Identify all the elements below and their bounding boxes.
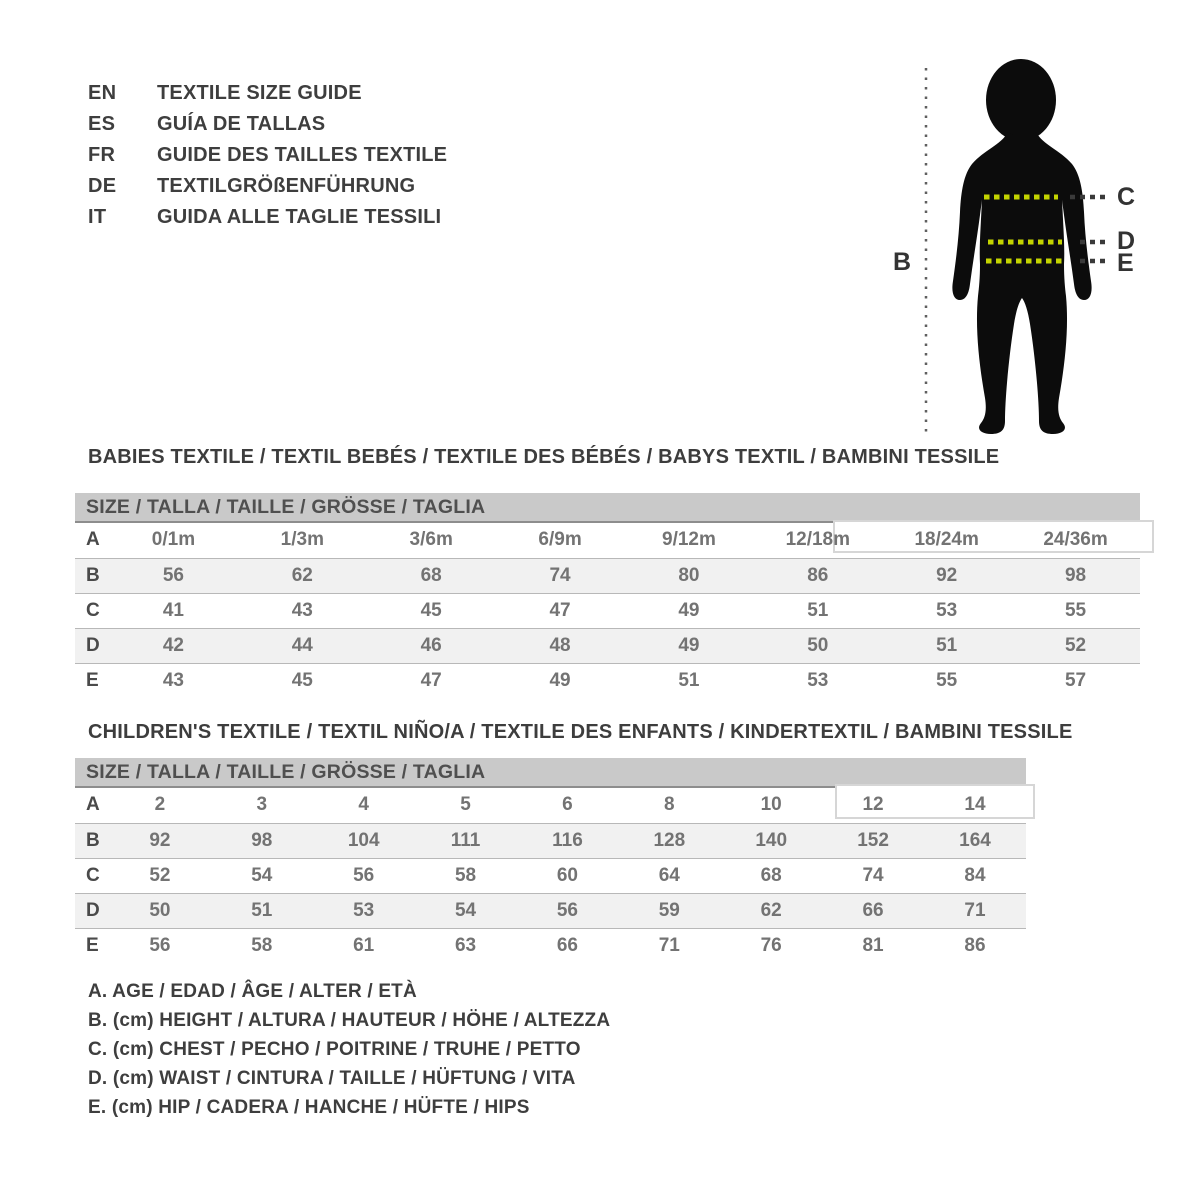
size-cell: 98 <box>1064 564 1087 586</box>
table-row <box>75 928 1026 963</box>
row-label: C <box>86 864 100 886</box>
size-cell: 62 <box>291 564 313 586</box>
legend-item-hip: E. (cm) HIP / CADERA / HANCHE / HÜFTE / HIPS <box>88 1097 530 1118</box>
child-silhouette-figure <box>860 48 1160 448</box>
size-cell: 56 <box>353 864 375 886</box>
size-cell: 84 <box>964 864 986 886</box>
size-cell: 9/12m <box>662 529 716 551</box>
size-cell: 18/24m <box>914 529 979 551</box>
size-cell: 111 <box>450 829 481 851</box>
size-cell: 98 <box>251 829 273 851</box>
babies-size-header-bar: SIZE / TALLA / TAILLE / GRÖSSE / TAGLIA <box>75 493 1140 523</box>
language-title-list <box>88 78 447 233</box>
language-row <box>88 78 447 109</box>
size-cell: 1/3m <box>280 529 324 551</box>
size-cell: 80 <box>678 564 700 586</box>
language-code: EN <box>88 82 117 104</box>
legend-item-age: A. AGE / EDAD / ÂGE / ALTER / ETÀ <box>88 981 417 1002</box>
size-cell: 92 <box>936 564 958 586</box>
size-cell: 51 <box>678 669 700 691</box>
table-row <box>75 523 1140 558</box>
size-cell: 74 <box>862 864 884 886</box>
row-label: A <box>86 794 100 816</box>
size-cell: 52 <box>1064 634 1087 656</box>
row-label: D <box>86 634 100 656</box>
size-cell: 56 <box>556 899 578 921</box>
row-label: B <box>86 564 100 586</box>
language-code: DE <box>88 175 117 197</box>
size-cell: 66 <box>862 899 884 921</box>
size-cell: 12 <box>862 794 884 816</box>
size-cell: 41 <box>162 599 184 621</box>
size-cell: 68 <box>420 564 442 586</box>
size-cell: 47 <box>420 669 442 691</box>
size-cell: 49 <box>678 599 700 621</box>
size-cell: 53 <box>353 899 375 921</box>
size-cell: 116 <box>552 829 583 851</box>
size-cell: 43 <box>162 669 184 691</box>
size-cell: 50 <box>807 634 829 656</box>
row-label: E <box>86 669 99 691</box>
row-label: E <box>86 934 99 956</box>
size-cell: 4 <box>358 794 369 816</box>
size-cell: 55 <box>1064 599 1087 621</box>
legend-item-height: B. (cm) HEIGHT / ALTURA / HAUTEUR / HÖHE / ALTEZZA <box>88 1010 611 1031</box>
measurement-legend <box>88 977 610 1122</box>
row-label: C <box>86 599 100 621</box>
size-cell: 52 <box>149 864 171 886</box>
size-cell: 63 <box>454 934 477 956</box>
size-cell: 49 <box>549 669 571 691</box>
size-cell: 54 <box>251 864 273 886</box>
language-code: IT <box>88 206 107 228</box>
row-label: D <box>86 899 100 921</box>
size-cell: 45 <box>420 599 442 621</box>
size-cell: 5 <box>460 794 471 816</box>
size-cell: 0/1m <box>151 529 196 551</box>
size-cell: 56 <box>162 564 184 586</box>
silhouette-body <box>952 132 1091 434</box>
size-cell: 3/6m <box>409 529 453 551</box>
size-cell: 54 <box>454 899 477 921</box>
size-cell: 86 <box>964 934 986 956</box>
size-cell: 48 <box>549 634 571 656</box>
size-cell: 42 <box>162 634 184 656</box>
size-cell: 43 <box>291 599 313 621</box>
legend-item-waist: D. (cm) WAIST / CINTURA / TAILLE / HÜFTUNG / VITA <box>88 1068 576 1089</box>
table-row <box>75 788 1026 823</box>
size-cell: 140 <box>755 829 788 851</box>
table-row <box>75 558 1140 593</box>
babies-size-table-wrap <box>75 493 1140 698</box>
size-cell: 152 <box>857 829 889 851</box>
babies-section-title: BABIES TEXTILE / TEXTIL BEBÉS / TEXTILE DES BÉBÉS / BABYS TEXTIL / BAMBINI TESSILE <box>88 446 1000 468</box>
size-cell: 24/36m <box>1043 529 1108 551</box>
table-row <box>75 593 1140 628</box>
language-code: FR <box>88 144 116 166</box>
size-cell: 59 <box>658 899 680 921</box>
size-cell: 46 <box>420 634 442 656</box>
children-size-header-bar: SIZE / TALLA / TAILLE / GRÖSSE / TAGLIA <box>75 758 1026 788</box>
size-cell: 74 <box>549 564 571 586</box>
guide-title: TEXTILE SIZE GUIDE <box>157 82 362 104</box>
size-cell: 64 <box>658 864 680 886</box>
size-cell: 6/9m <box>538 529 582 551</box>
size-cell: 81 <box>862 934 884 956</box>
babies-size-table <box>75 523 1140 698</box>
guide-title: TEXTILGRÖßENFÜHRUNG <box>157 175 416 197</box>
size-cell: 55 <box>936 669 958 691</box>
size-cell: 6 <box>562 794 573 816</box>
children-size-table <box>75 788 1026 963</box>
hip-measure-label: E <box>1117 249 1134 277</box>
row-label: A <box>86 529 100 551</box>
size-cell: 86 <box>807 564 829 586</box>
size-cell: 47 <box>549 599 571 621</box>
guide-title: GUIDA ALLE TAGLIE TESSILI <box>157 206 442 228</box>
size-cell: 68 <box>760 864 782 886</box>
size-cell: 92 <box>149 829 171 851</box>
size-cell: 51 <box>936 634 958 656</box>
legend-item-chest: C. (cm) CHEST / PECHO / POITRINE / TRUHE / PETTO <box>88 1039 581 1060</box>
waist-measure-label: D <box>1117 227 1136 255</box>
row-label: B <box>86 829 100 851</box>
size-cell: 57 <box>1064 669 1087 691</box>
size-cell: 3 <box>256 794 268 816</box>
language-row <box>88 171 447 202</box>
size-cell: 76 <box>760 934 782 956</box>
size-cell: 104 <box>347 829 380 851</box>
size-cell: 61 <box>353 934 375 956</box>
size-cell: 58 <box>251 934 273 956</box>
silhouette-head <box>986 59 1056 141</box>
size-cell: 50 <box>149 899 171 921</box>
size-cell: 62 <box>760 899 782 921</box>
size-cell: 71 <box>658 934 680 956</box>
size-cell: 14 <box>964 794 986 816</box>
children-size-table-wrap <box>75 758 1026 963</box>
size-cell: 8 <box>664 794 675 816</box>
guide-title: GUÍA DE TALLAS <box>157 113 326 135</box>
size-cell: 164 <box>959 829 991 851</box>
size-cell: 51 <box>251 899 273 921</box>
size-cell: 51 <box>807 599 829 621</box>
size-cell: 10 <box>760 794 782 816</box>
language-row <box>88 140 447 171</box>
size-cell: 58 <box>454 864 477 886</box>
guide-title: GUIDE DES TAILLES TEXTILE <box>157 144 448 166</box>
size-cell: 53 <box>936 599 958 621</box>
height-measure-label: B <box>892 248 912 276</box>
children-section-title: CHILDREN'S TEXTILE / TEXTIL NIÑO/A / TEXTILE DES ENFANTS / KINDERTEXTIL / BAMBINI TESSILE <box>88 721 1073 743</box>
size-cell: 60 <box>556 864 578 886</box>
size-cell: 66 <box>556 934 578 956</box>
size-cell: 53 <box>807 669 829 691</box>
table-row <box>75 858 1026 893</box>
size-cell: 49 <box>678 634 700 656</box>
language-row <box>88 202 447 233</box>
language-row <box>88 109 447 140</box>
table-row <box>75 663 1140 698</box>
table-row <box>75 823 1026 858</box>
size-cell: 71 <box>964 899 986 921</box>
size-cell: 128 <box>653 829 686 851</box>
size-cell: 12/18m <box>785 529 851 551</box>
size-cell: 45 <box>291 669 313 691</box>
table-row <box>75 628 1140 663</box>
size-cell: 44 <box>291 634 313 656</box>
size-cell: 2 <box>154 794 166 816</box>
size-cell: 56 <box>149 934 171 956</box>
language-code: ES <box>88 113 116 135</box>
chest-measure-label: C <box>1117 183 1136 211</box>
table-row <box>75 893 1026 928</box>
